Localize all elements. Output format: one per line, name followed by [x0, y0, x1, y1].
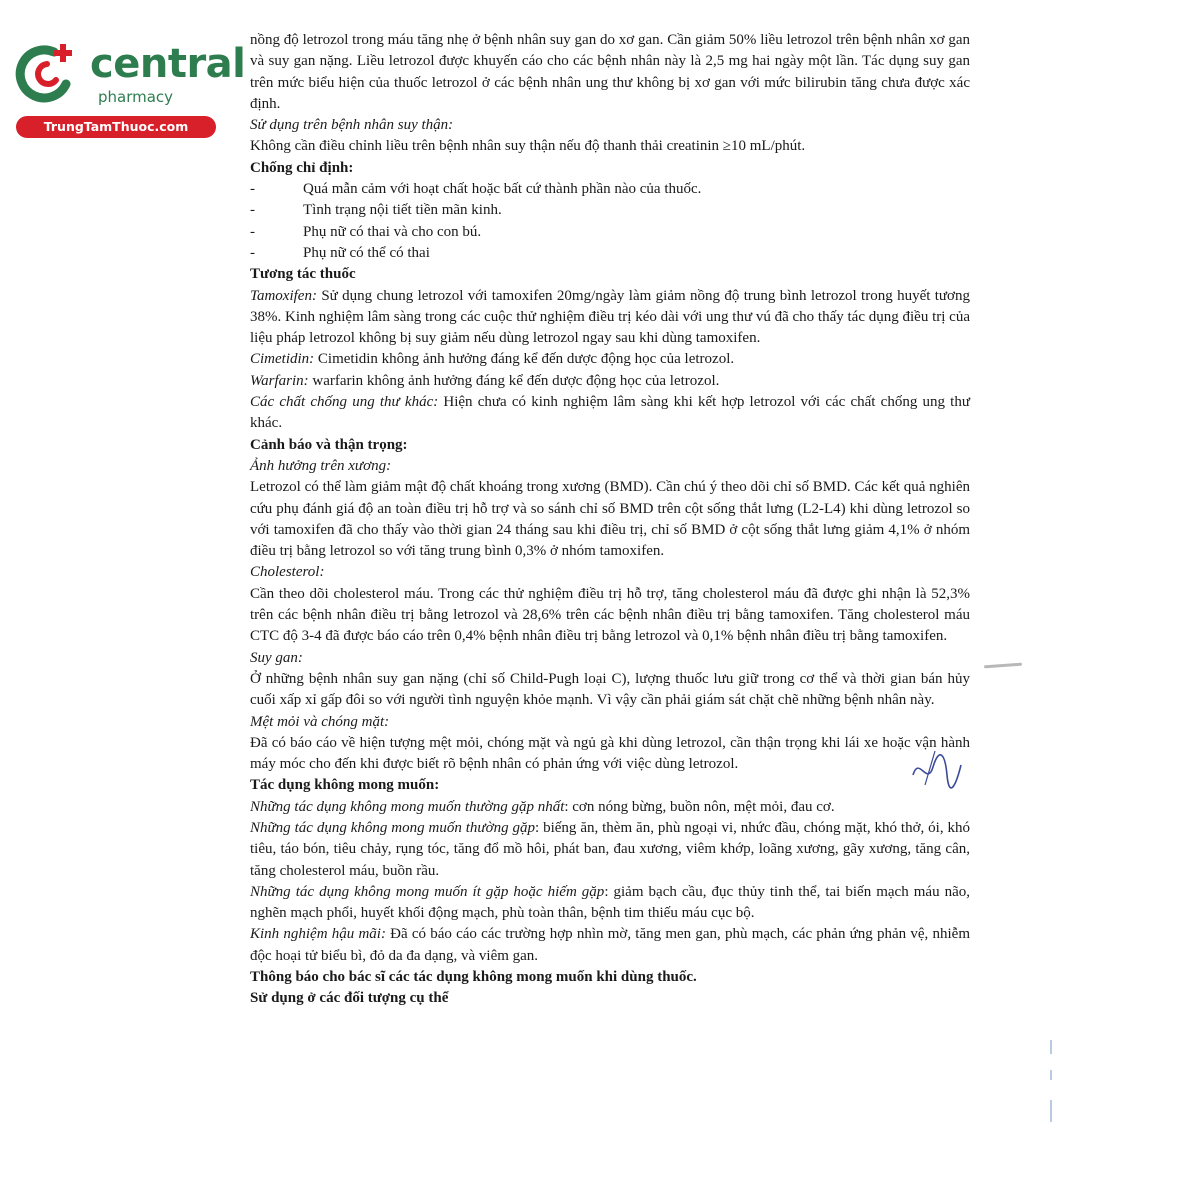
paragraph-lead: Những tác dụng không mong muốn thường gặp nhất [250, 798, 565, 815]
paragraph: Letrozol có thể làm giảm mật độ chất khoáng trong xương (BMD). Cần chú ý theo dõi chỉ số BMD. Các kết quả nghiên cứu phụ đánh giá độ an toàn điều trị hỗ trợ và so sánh chỉ số BMD trên cột sống thắt lưng (L2-L4) khi dùng letrozol so với tamoxifen đã cho thấy vào thời gian 24 tháng sau khi điều trị, chỉ số BMD ở cột sống thắt lưng giảm 4,1% ở nhóm điều trị bằng letrozol so với tăng trung bình 0,3% ở nhóm tamoxifen. [250, 479, 970, 560]
paragraph-lead: Các chất chống ung thư khác: [250, 394, 439, 411]
brand-url-badge[interactable]: TrungTamThuoc.com [16, 116, 216, 138]
subsection-heading: Sử dụng trên bệnh nhân suy thận: [250, 117, 454, 134]
labeled-paragraph [250, 286, 970, 350]
list-item-text: Quá mẫn cảm với hoạt chất hoặc bất cứ thành phần nào của thuốc. [303, 181, 702, 198]
list-marker: - [250, 223, 255, 240]
list-item [250, 222, 970, 243]
section-heading: Tác dụng không mong muốn: [250, 777, 440, 794]
labeled-paragraph [250, 371, 970, 392]
list-item [250, 200, 970, 221]
section-heading: Tương tác thuốc [250, 266, 356, 283]
paragraph-text: Cimetidin không ảnh hưởng đáng kể đến dược động học của letrozol. [314, 351, 735, 368]
list-item [250, 243, 970, 264]
paragraph: Ở những bệnh nhân suy gan nặng (chỉ số Child-Pugh loại C), lượng thuốc lưu giữ trong cơ thể và thời gian bán hủy cuối xấp xỉ gấp đôi so với người tình nguyện khỏe mạnh. Vì vậy cần phải giám sát chặt chẽ những bệnh nhân này. [250, 670, 970, 709]
list-item [250, 179, 970, 200]
paragraph: Đã có báo cáo về hiện tượng mệt mỏi, chóng mặt và ngủ gà khi dùng letrozol, cần thận trọng khi lái xe hoặc vận hành máy móc cho đến khi được biết rõ bệnh nhân có phản ứng với việc dùng letrozol. [250, 734, 970, 773]
section-heading: Sử dụng ở các đối tượng cụ thể [250, 990, 449, 1007]
scan-edge-mark [1050, 1070, 1052, 1080]
subsection-heading: Suy gan: [250, 649, 303, 666]
paragraph: nồng độ letrozol trong máu tăng nhẹ ở bệnh nhân suy gan do xơ gan. Cần giảm 50% liều letrozol trên bệnh nhân xơ gan và suy gan nặng. Liều letrozol được khuyến cáo cho các bệnh nhân này là 2,5 mg hai ngày một lần. Tác dụng suy gan trên mức biểu hiện của thuốc letrozol ở các bệnh nhân ung thư không bị xơ gan với mức bilirubin tăng chưa được xác định. [250, 32, 970, 112]
paragraph-text: Đã có báo cáo các trường hợp nhìn mờ, tăng men gan, phù mạch, các phản ứng phản vệ, nhiễm độc hoại tử biểu bì, đỏ da đa dạng, và viêm gan. [250, 926, 970, 964]
list-marker: - [250, 202, 255, 219]
paragraph-lead: Warfarin: [250, 372, 309, 389]
labeled-paragraph [250, 882, 970, 925]
paragraph: Cần theo dõi cholesterol máu. Trong các thử nghiệm điều trị hỗ trợ, tăng cholesterol máu đã được ghi nhận là 52,3% trên các bệnh nhân điều trị bằng letrozol và 28,6% trên các bệnh nhân điều trị bằng tamoxifen. Tăng cholesterol máu CTC độ 3-4 đã được báo cáo trên 0,4% bệnh nhân điều trị bằng letrozol và 0,1% bệnh nhân điều trị bằng tamoxifen. [250, 585, 970, 645]
scan-edge-mark [1050, 1040, 1052, 1054]
signature-mark-icon [905, 745, 965, 795]
brand-name: central [90, 41, 246, 87]
scan-mark [984, 663, 1022, 669]
subsection-heading: Cholesterol: [250, 564, 325, 581]
paragraph-lead: Tamoxifen: [250, 287, 317, 304]
document-body [250, 30, 970, 1010]
paragraph-lead: Cimetidin: [250, 351, 315, 368]
list-item-text: Tình trạng nội tiết tiền mãn kinh. [303, 202, 502, 219]
labeled-paragraph [250, 924, 970, 967]
brand-logo [10, 36, 246, 136]
brand-subtitle: pharmacy [98, 88, 174, 106]
scan-edge-mark [1050, 1100, 1052, 1122]
section-heading: Chống chỉ định: [250, 159, 354, 176]
paragraph-text: Sử dụng chung letrozol với tamoxifen 20mg/ngày làm giảm nồng độ trung bình letrozol trong huyết tương 38%. Kinh nghiệm lâm sàng trong các cuộc thử nghiệm điều trị kéo dài với ung thư vú đã cho thấy tác dụng điều trị của liệu pháp letrozol không bị suy giảm nếu dùng letrozol ngay sau khi dùng tamoxifen. [250, 287, 970, 347]
paragraph-text: : cơn nóng bừng, buồn nôn, mệt mỏi, đau cơ. [564, 798, 835, 815]
paragraph-lead: Kinh nghiệm hậu mãi: [250, 926, 386, 943]
paragraph-text: warfarin không ảnh hưởng đáng kể đến dược động học của letrozol. [308, 372, 720, 389]
paragraph: Không cần điều chỉnh liều trên bệnh nhân suy thận nếu độ thanh thải creatinin ≥10 mL/phút. [250, 138, 806, 155]
list-marker: - [250, 244, 255, 261]
paragraph-text: : giảm bạch cầu, đục thủy tinh thể, tai biến mạch máu não, nghẽn mạch phổi, huyết khối động mạch, phù toàn thân, bệnh tim thiếu máu cục bộ. [250, 883, 971, 922]
labeled-paragraph [250, 797, 970, 818]
labeled-paragraph [250, 392, 970, 435]
paragraph-lead: Những tác dụng không mong muốn thường gặp [250, 819, 536, 836]
subsection-heading: Ảnh hưởng trên xương: [250, 457, 392, 474]
section-heading: Cảnh báo và thận trọng: [250, 436, 408, 453]
paragraph-text: : biếng ăn, thèm ăn, phù ngoại vi, nhức đầu, chóng mặt, khó thở, ói, khó tiêu, táo bón, tiêu chảy, rụng tóc, tăng đổ mồ hôi, phát ban, đau xương, viêm khớp, loãng xương, gãy xương, tăng cân, tăng cholesterol máu, buồn rầu. [250, 819, 970, 879]
subsection-heading: Mệt mỏi và chóng mặt: [250, 713, 390, 730]
paragraph-text: Hiện chưa có kinh nghiệm lâm sàng khi kết hợp letrozol với các chất chống ung thư khác. [250, 394, 970, 432]
list-item-text: Phụ nữ có thể có thai [303, 244, 430, 261]
list-item-text: Phụ nữ có thai và cho con bú. [303, 223, 482, 240]
list-marker: - [250, 181, 255, 198]
paragraph-lead: Những tác dụng không mong muốn ít gặp hoặc hiếm gặp [250, 883, 605, 900]
labeled-paragraph [250, 818, 970, 882]
section-heading: Thông báo cho bác sĩ các tác dụng không mong muốn khi dùng thuốc. [250, 969, 697, 986]
labeled-paragraph [250, 349, 970, 370]
central-pharmacy-logo-icon [14, 40, 80, 106]
